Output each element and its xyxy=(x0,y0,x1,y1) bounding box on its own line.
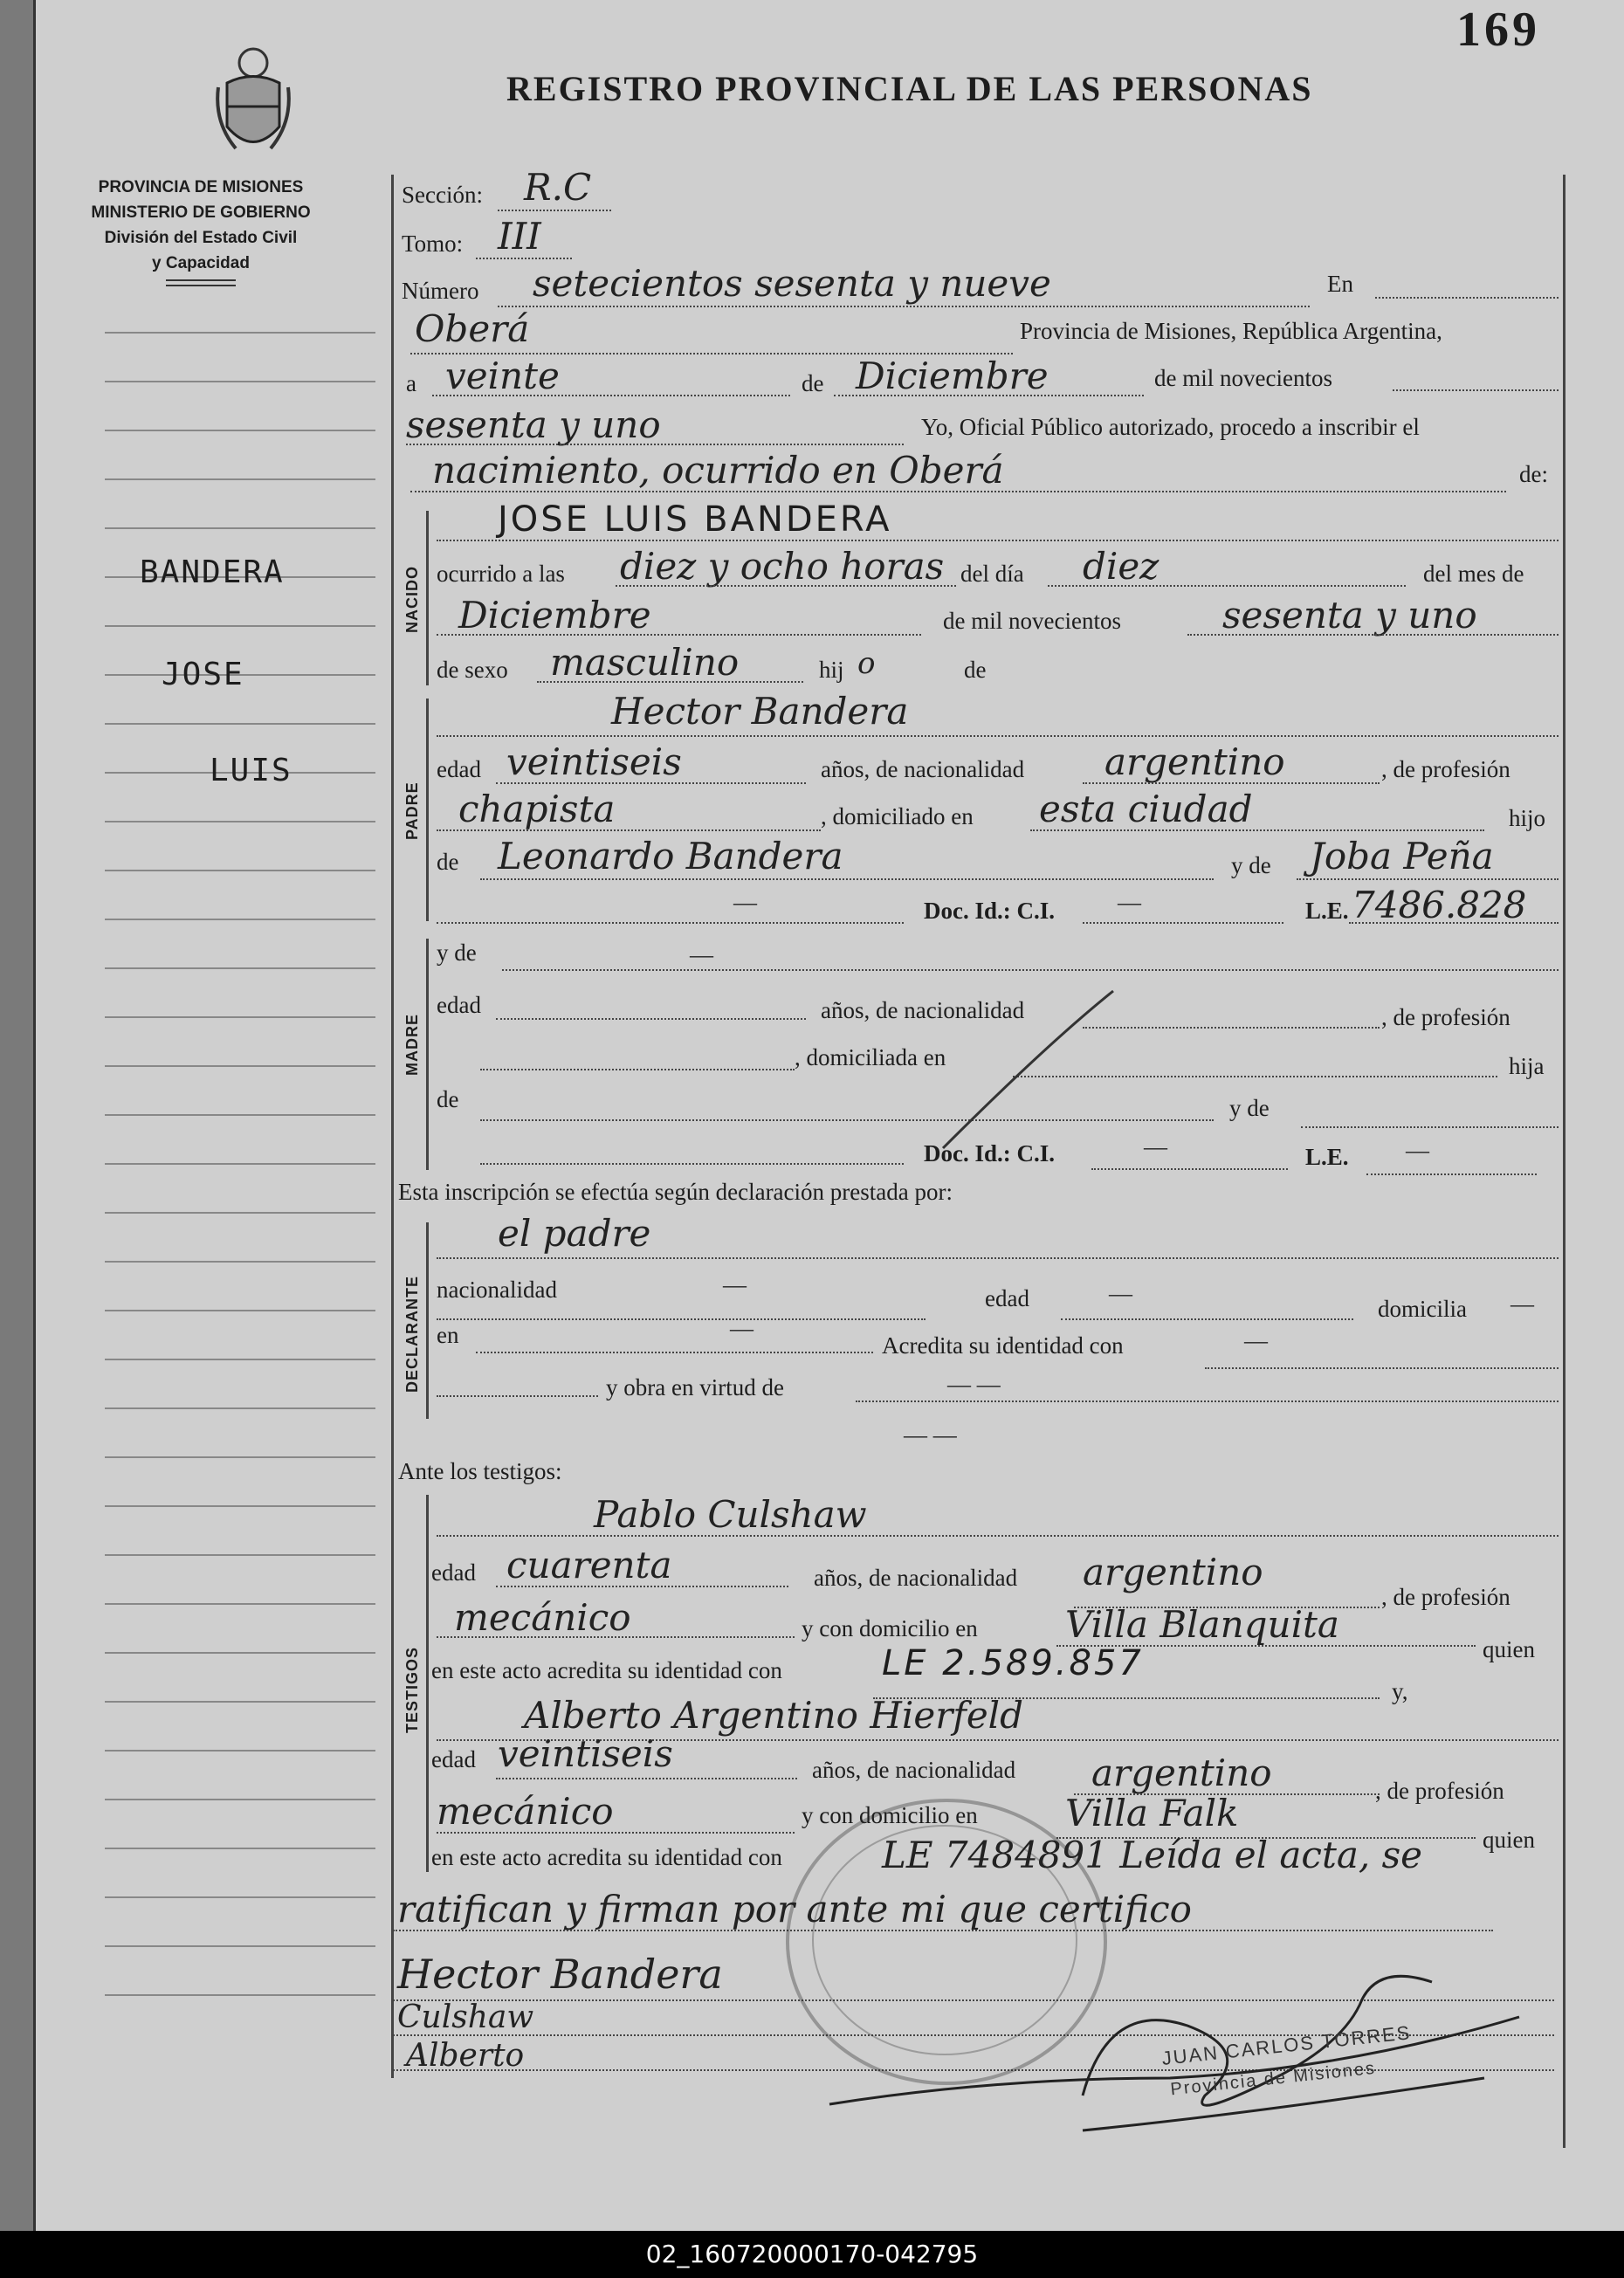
right-border xyxy=(1563,175,1566,2148)
acto-value: nacimiento, ocurrido en Oberá xyxy=(432,449,1004,492)
ocurrido-label: ocurrido a las xyxy=(437,561,565,587)
issuing-office xyxy=(87,175,314,286)
sexo-value: masculino xyxy=(550,641,740,684)
margin-divider xyxy=(391,175,394,2078)
padre-le-label: L.E. xyxy=(1305,898,1349,924)
t1-quien-label: quien xyxy=(1483,1636,1535,1662)
madre-le-value: — xyxy=(1406,1137,1429,1163)
margin-name-2: LUIS xyxy=(210,753,292,788)
page-number: 169 xyxy=(1456,3,1540,57)
padre-prof-label: , de profesión xyxy=(1381,756,1510,782)
padre-le-value: 7486.828 xyxy=(1352,884,1527,926)
t1-edad: cuarenta xyxy=(506,1544,672,1586)
en-label: En xyxy=(1327,271,1353,297)
madre-hija-label: hija xyxy=(1509,1053,1545,1079)
testigos-intro: Ante los testigos: xyxy=(398,1458,562,1484)
t2-doc: LE 7484891 Leída el acta, se xyxy=(882,1834,1422,1876)
coat-of-arms-icon xyxy=(210,44,297,166)
madre-yde-top: y de xyxy=(437,939,477,966)
padre-dom-value: esta ciudad xyxy=(1039,788,1253,830)
padre-edad-label: edad xyxy=(437,756,481,782)
madre-prof-label: , de profesión xyxy=(1381,1004,1510,1030)
declarante-label: DECLARANTE xyxy=(403,1276,421,1393)
anio-value: sesenta y uno xyxy=(406,403,661,446)
hijo-de-label: de xyxy=(964,657,987,683)
sexo-label: de sexo xyxy=(437,657,508,683)
cancel-stroke xyxy=(926,982,1126,1157)
declarante-nac-value: — xyxy=(723,1271,747,1297)
horas-value: diez y ocho horas xyxy=(620,545,945,588)
hijo-suffix: o xyxy=(857,646,876,681)
de-label: de xyxy=(802,370,824,396)
lugar-value: Oberá xyxy=(415,307,530,350)
madre-le-label: L.E. xyxy=(1305,1144,1349,1170)
de2-label: de: xyxy=(1519,461,1548,487)
org-ministry: MINISTERIO DE GOBIERNO xyxy=(91,203,311,222)
nacido-bracket xyxy=(426,511,429,685)
declarante-nac-label: nacionalidad xyxy=(437,1277,557,1303)
scan-id-bar xyxy=(0,2231,1624,2278)
t2-anios-label: años, de nacionalidad xyxy=(812,1757,1016,1783)
nacido-anio-value: sesenta y uno xyxy=(1222,594,1477,637)
madre-yde-label: y de xyxy=(1229,1095,1270,1121)
t1-y-label: y, xyxy=(1392,1678,1408,1704)
org-division: División del Estado Civil xyxy=(104,229,298,247)
org-rule xyxy=(166,279,236,286)
hijo-label: hij xyxy=(819,657,844,683)
del-dia-label: del día xyxy=(960,561,1024,587)
t2-acredita-label: en este acto acredita su identidad con xyxy=(431,1844,782,1870)
padre-yde-label: y de xyxy=(1231,852,1271,878)
declarante-en-value: — xyxy=(730,1315,754,1341)
madre-dom-label: , domiciliada en xyxy=(795,1044,946,1070)
declarante-obra-label: y obra en virtud de xyxy=(606,1374,784,1401)
madre-label: MADRE xyxy=(403,1014,421,1076)
madre-de-label: de xyxy=(437,1086,459,1112)
seal-sub: Provincia de Misiones xyxy=(1169,2058,1377,2100)
org-capacity: y Capacidad xyxy=(152,254,250,272)
t1-acredita-label: en este acto acredita su identidad con xyxy=(431,1657,782,1683)
testigos-label: TESTIGOS xyxy=(403,1646,421,1733)
declarante-obra-value: — — xyxy=(947,1371,1001,1397)
signature-2: Culshaw xyxy=(397,1999,534,2035)
org-province: PROVINCIA DE MISIONES xyxy=(98,178,304,196)
padre-bracket xyxy=(426,699,429,921)
t2-nombre: Alberto Argentino Hierfeld xyxy=(524,1694,1024,1737)
scan-id: 02_160720000170-042795 xyxy=(645,2240,979,2268)
official-signature xyxy=(821,1947,1537,2139)
declarante-edad-label: edad xyxy=(985,1285,1029,1311)
provincia-text: Provincia de Misiones, República Argentina, xyxy=(1020,318,1442,344)
padre-anios-label: años, de nacionalidad xyxy=(821,756,1025,782)
padre-edad-value: veintiseis xyxy=(506,740,682,783)
declarante-intro: Esta inscripción se efectúa según declaración prestada por: xyxy=(398,1179,953,1205)
t1-dom: Villa Blanquita xyxy=(1065,1603,1339,1646)
t1-nombre: Pablo Culshaw xyxy=(594,1493,867,1536)
t2-prof: mecánico xyxy=(437,1790,614,1833)
yo-text: Yo, Oficial Público autorizado, procedo a inscribir el xyxy=(921,414,1420,440)
tomo-value: III xyxy=(498,215,541,258)
madre-anios-label: años, de nacionalidad xyxy=(821,997,1025,1023)
declarante-extra-value: — — xyxy=(904,1421,957,1448)
padre-docid-label: Doc. Id.: C.I. xyxy=(924,898,1056,924)
madre-edad-label: edad xyxy=(437,992,481,1018)
declarante-bracket xyxy=(426,1222,429,1419)
del-mes-label: del mes de xyxy=(1423,561,1524,587)
numero-value: setecientos sesenta y nueve xyxy=(533,262,1051,305)
dia-value: veinte xyxy=(445,354,560,397)
testigos-bracket xyxy=(426,1495,429,1872)
t1-edad-label: edad xyxy=(431,1559,476,1586)
declarante-dom-value: — xyxy=(1510,1290,1534,1317)
margin-name-1: JOSE xyxy=(162,657,244,692)
padre-nac-value: argentino xyxy=(1104,740,1285,783)
nacido-dia-value: diez xyxy=(1083,545,1160,588)
padre-dom-label: , domiciliado en xyxy=(821,803,974,829)
declarante-nombre: el padre xyxy=(498,1212,651,1255)
t2-edad-label: edad xyxy=(431,1746,476,1772)
declarante-edad-value: — xyxy=(1109,1280,1132,1306)
t2-edad: veintiseis xyxy=(498,1732,673,1775)
numero-label: Número xyxy=(402,278,479,304)
nacido-nombre: JOSE LUIS BANDERA xyxy=(498,499,892,540)
nacido-label: NACIDO xyxy=(403,566,421,633)
padre-madre-de: Joba Peña xyxy=(1310,835,1494,877)
t1-prof: mecánico xyxy=(454,1596,631,1639)
mes-value: Diciembre xyxy=(856,354,1049,397)
tomo-label: Tomo: xyxy=(402,231,464,257)
declarante-en-label: en xyxy=(437,1322,459,1348)
padre-label: PADRE xyxy=(403,781,421,840)
padre-de-label: de xyxy=(437,849,459,875)
closing-text: ratifican y firman por ante mi que certifico xyxy=(397,1888,1192,1930)
seccion-label: Sección: xyxy=(402,182,483,208)
signature-1: Hector Bandera xyxy=(397,1951,723,1998)
t2-quien-label: quien xyxy=(1483,1827,1535,1853)
padre-nombre: Hector Bandera xyxy=(611,690,909,733)
padre-prof-value: chapista xyxy=(458,788,616,830)
padre-padre-de: Leonardo Bandera xyxy=(498,835,843,877)
declarante-acredita-value: — xyxy=(1244,1327,1268,1353)
scan-edge xyxy=(0,0,33,2231)
page-title: REGISTRO PROVINCIAL DE LAS PERSONAS xyxy=(506,69,1313,108)
t2-prof-label: , de profesión xyxy=(1375,1778,1504,1804)
mil-label: de mil novecientos xyxy=(1154,365,1332,391)
t2-dom: Villa Falk xyxy=(1065,1792,1239,1834)
a-label: a xyxy=(406,370,416,396)
t1-nac: argentino xyxy=(1083,1551,1263,1593)
padre-dash: — xyxy=(733,889,757,915)
t2-nac: argentino xyxy=(1091,1752,1272,1794)
madre-docid-label: Doc. Id.: C.I. xyxy=(924,1140,1056,1167)
madre-nombre: — xyxy=(690,941,713,967)
nacido-mil-label: de mil novecientos xyxy=(943,608,1121,634)
margin-surname: BANDERA xyxy=(140,554,285,590)
padre-hijo-label: hijo xyxy=(1509,805,1546,831)
seccion-value: R.C xyxy=(524,166,592,209)
t2-dom-label: y con domicilio en xyxy=(802,1802,978,1828)
seal-name: JUAN CARLOS TORRES xyxy=(1160,2021,1413,2069)
padre-ci-value: — xyxy=(1118,889,1141,915)
t1-prof-label: , de profesión xyxy=(1381,1584,1510,1610)
t1-doc: LE 2.589.857 xyxy=(882,1643,1144,1683)
declarante-acredita-label: Acredita su identidad con xyxy=(882,1332,1124,1359)
declarante-dom-label: domicilia xyxy=(1378,1296,1467,1322)
madre-ci-value: — xyxy=(1144,1133,1167,1160)
signature-3: Alberto xyxy=(406,2038,525,2074)
nacido-mes-value: Diciembre xyxy=(458,594,651,637)
t1-anios-label: años, de nacionalidad xyxy=(814,1565,1018,1591)
t1-dom-label: y con domicilio en xyxy=(802,1615,978,1641)
madre-bracket xyxy=(426,939,429,1170)
